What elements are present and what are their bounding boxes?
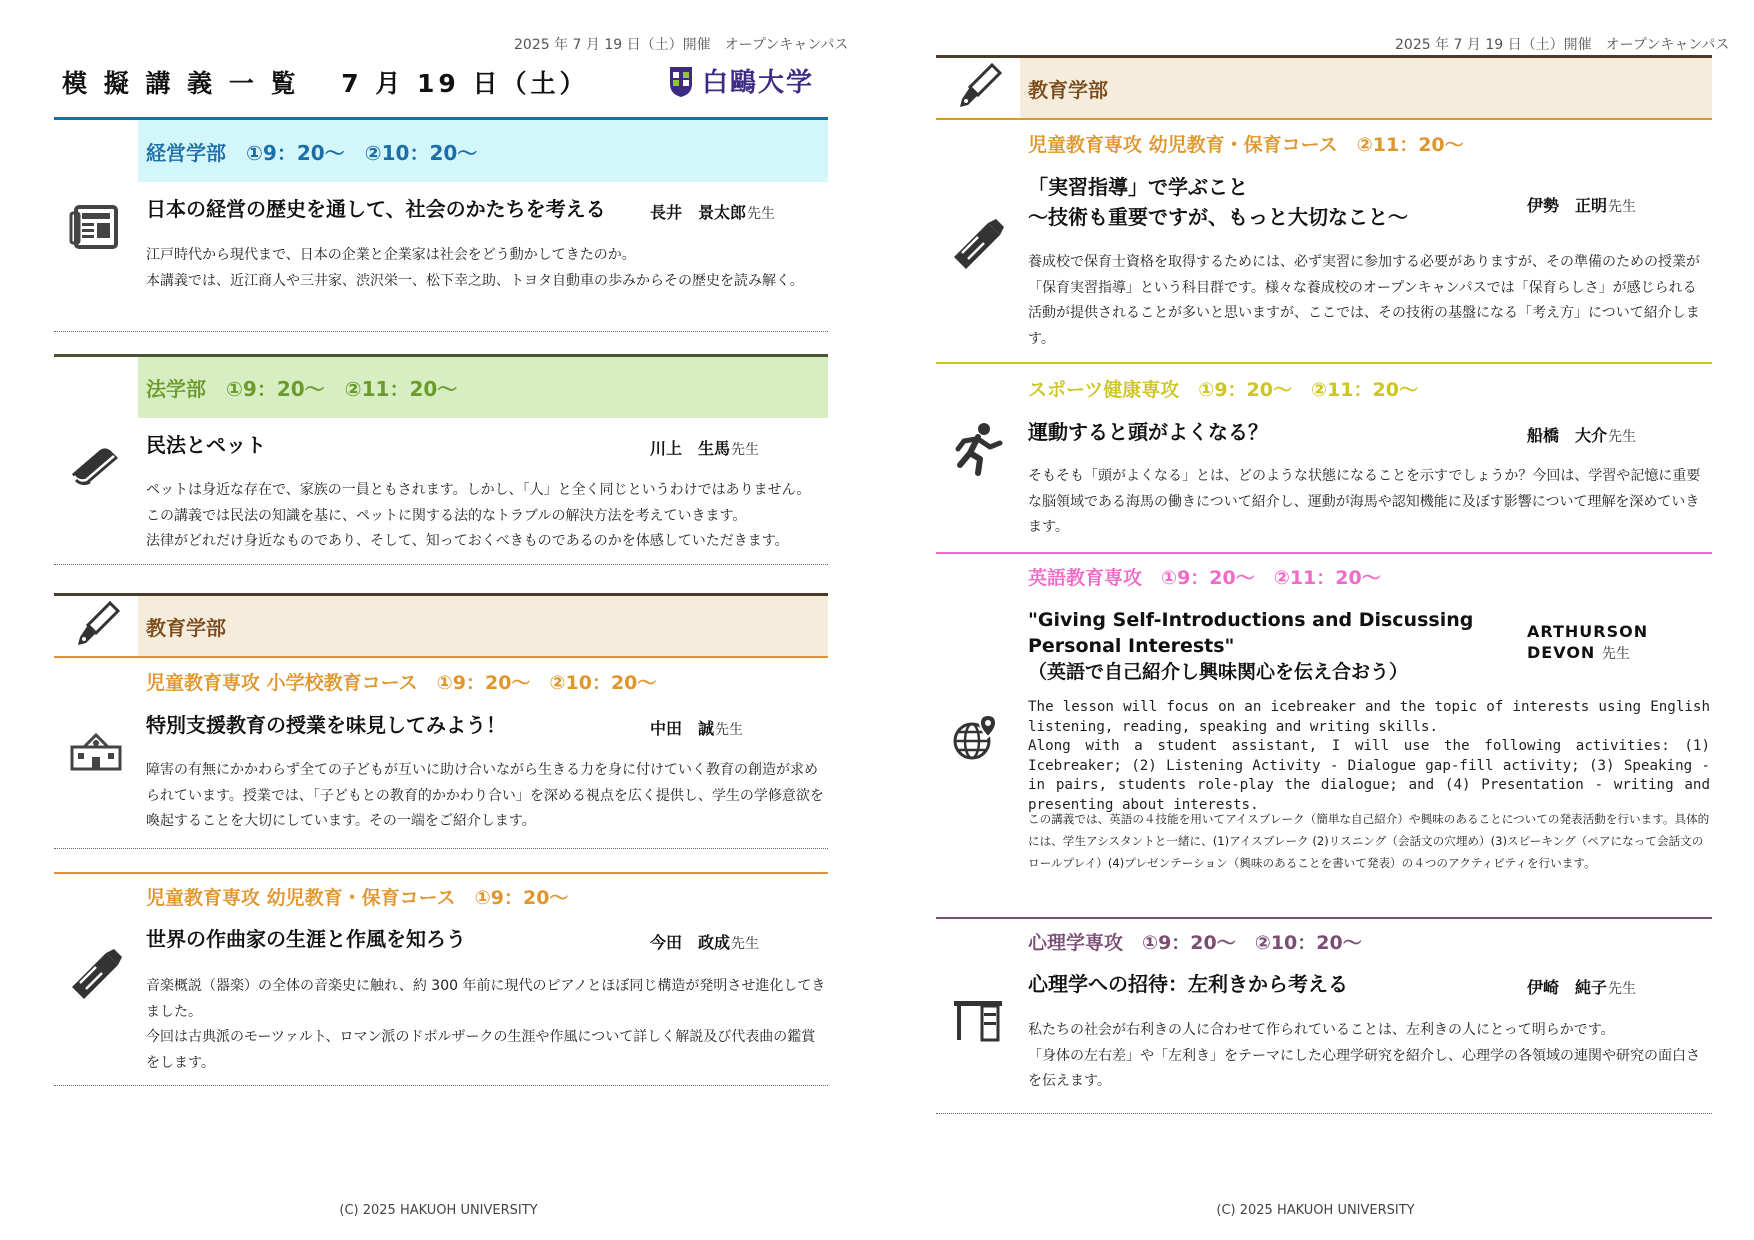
logo-text: 白鷗大学: [702, 68, 815, 98]
course-subheader: スポーツ健康専攻 ①9：20～ ②11：20～: [1028, 379, 1418, 401]
newspaper-icon: [66, 197, 126, 257]
course-subheader: 心理学専攻 ①9：20～ ②10：20～: [1028, 932, 1362, 954]
lecture-title: "Giving Self-Introductions and Discussing Personal Interests" （英語で自己紹介し興味関心を伝え合おう）: [1028, 609, 1474, 683]
pen-nib-icon: [954, 61, 1004, 111]
teacher-name: 今田 政成先生: [650, 933, 760, 952]
course-subheader: 英語教育専攻 ①9：20～ ②11：20～: [1028, 567, 1381, 589]
course-rule: [936, 917, 1712, 919]
dotted-divider: [936, 1113, 1712, 1114]
teacher-name: 伊勢 正明先生: [1527, 196, 1637, 215]
crayon-icon: [948, 215, 1008, 275]
teacher-name: 伊崎 純子先生: [1527, 978, 1637, 997]
copyright-footer: (C) 2025 HAKUOH UNIVERSITY: [339, 1203, 538, 1218]
lecture-title: 民法とペット: [146, 433, 266, 457]
section-header-underline: [54, 656, 828, 658]
section-header-band: [1020, 58, 1712, 118]
event-date-note: 2025 年 7 月 19 日（土）開催 オープンキャンパス: [514, 37, 849, 53]
crayon-icon: [66, 945, 126, 1005]
lecture-description: 音楽概説（器楽）の全体の音楽史に触れ、約 300 年前に現代のピアノとほぼ同じ構造が発明させ進化してきました。 今回は古典派のモーツァルト、ロマン派のドボルザークの生涯や作風について詳しく解説及び代表曲の鑑賞をします。: [146, 978, 826, 1071]
right-page: [877, 0, 1754, 1240]
section-management: [54, 117, 828, 333]
course-rule: [54, 872, 828, 874]
lecture-title: 日本の経営の歴史を通して、社会のかたちを考える: [146, 197, 606, 221]
book-icon: [66, 432, 126, 492]
section-header: 経営学部 ①9：20～ ②10：20～: [146, 140, 478, 165]
lecture-description: ペットは身近な存在で、家族の一員ともされます。しかし、「人」と全く同じというわけではありません。 この講義では民法の知識を基に、ペットに関する法的なトラブルの解決方法を考えていきます。 法律がどれだけ身近なものであり、そして、知っておくべきものであるのかを体感していただきます。: [146, 482, 811, 549]
lecture-title: 心理学への招待：左利きから考える: [1028, 972, 1348, 996]
teacher-name: ARTHURSON DEVON 先生: [1527, 622, 1649, 662]
lecture-description-japanese: この講義では、英語の４技能を用いてアイスブレーク（簡単な自己紹介）や興味のあることについての発表活動を行います。具体的には、学生アシスタントと一緒に、(1)アイスブレーク (2)リスニング（会話文の穴埋め）(3)スピーキング（ペアになって会話文のロールプレイ）(4)プレゼンテーション（興味のあることを書いて発表）の４つのアクティビティを行います。: [1028, 812, 1710, 870]
section-law: [54, 354, 828, 568]
course-subheader: 児童教育専攻 小学校教育コース ①9：20～ ②10：20～: [146, 672, 657, 694]
teacher-name: 川上 生馬先生: [650, 439, 760, 458]
section-header: 教育学部: [1028, 77, 1108, 102]
page-title: 模 擬 講 義 一 覧 7 月 19 日（土）: [62, 69, 589, 98]
course-subheader: 児童教育専攻 幼児教育・保育コース ②11：20～: [1028, 134, 1464, 156]
university-logo: [668, 62, 814, 99]
desk-icon: [948, 989, 1008, 1049]
section-header-band: [138, 357, 828, 418]
course-rule: [936, 362, 1712, 364]
section-education-continued: [936, 55, 1712, 1115]
school-icon: [66, 721, 126, 781]
section-header-underline: [936, 118, 1712, 120]
dotted-divider: [54, 1085, 828, 1086]
dotted-divider: [54, 848, 828, 849]
copyright-footer: (C) 2025 HAKUOH UNIVERSITY: [1216, 1203, 1415, 1218]
course-rule: [936, 552, 1712, 554]
lecture-description: 障害の有無にかかわらず全ての子どもが互いに助け合いながら生きる力を身に付けていく教育の創造が求められています。授業では、「子どもとの教育的かかわり合い」を深める視点を広く提供し、学生の学修意欲を喚起することを大切にしています。その一端をご紹介します。: [146, 762, 824, 829]
section-header-band: [138, 596, 828, 656]
section-education: [54, 593, 828, 1087]
lecture-title: 運動すると頭がよくなる？: [1028, 420, 1268, 444]
lecture-title: 世界の作曲家の生涯と作風を知ろう: [146, 927, 466, 951]
teacher-name: 中田 誠先生: [650, 719, 744, 738]
dotted-divider: [54, 331, 828, 332]
dotted-divider: [54, 564, 828, 565]
lecture-description: そもそも「頭がよくなる」とは、どのような状態になることを示すでしょうか？今回は、学習や記憶に重要な脳領域である海馬の働きについて紹介し、運動が海馬や認知機能に及ぼす影響について理解を深めていきます。: [1028, 468, 1701, 535]
crest-icon: [668, 64, 694, 98]
teacher-name: 船橋 大介先生: [1527, 426, 1637, 445]
lecture-description: 養成校で保育士資格を取得するためには、必ず実習に参加する必要がありますが、その準備のための授業が「保育実習指導」という科目群です。様々な養成校のオープンキャンパスでは「保育らしさ」が感じられる活動が提供されることが多いと思いますが、ここでは、その技術の基盤になる「考え方」について紹介します。: [1028, 254, 1700, 347]
teacher-name: 長井 景太郎先生: [650, 203, 776, 222]
lecture-description: 私たちの社会が右利きの人に合わせて作られていることは、左利きの人にとって明らかです。 「身体の左右差」や「左利き」をテーマにした心理学研究を紹介し、心理学の各領域の連関や研究の面白さを伝えます。: [1028, 1022, 1700, 1089]
lecture-title: 「実習指導」で学ぶこと ～技術も重要ですが、もっと大切なこと～: [1028, 175, 1408, 229]
lecture-title: 特別支援教育の授業を味見してみよう！: [146, 713, 506, 737]
event-date-note: 2025 年 7 月 19 日（土）開催 オープンキャンパス: [1395, 37, 1730, 53]
pen-nib-icon: [72, 599, 122, 649]
runner-icon: [948, 419, 1008, 479]
lecture-description-english: The lesson will focus on an icebreaker and the topic of interests using English listening, reading, speaking and writing skills. Along with a student assistant, I will use the following activities: (1) Icebreaker; (2) Listening Activity - Dialogue gap-fill activity; (3) Speaking - in pairs, students role-play the dialogue; and (4) Presentation - writing and presenting about interests.: [1028, 699, 1710, 813]
globe-pin-icon: [950, 713, 1000, 763]
section-header: 教育学部: [146, 615, 226, 640]
section-header: 法学部 ①9：20～ ②11：20～: [146, 377, 458, 401]
section-header-band: [138, 120, 828, 182]
course-subheader: 児童教育専攻 幼児教育・保育コース ①9：20～: [146, 887, 569, 909]
lecture-description: 江戸時代から現代まで、日本の企業と企業家は社会をどう動かしてきたのか。 本講義では、近江商人や三井家、渋沢栄一、松下幸之助、トヨタ自動車の歩みからその歴史を読み解く。: [146, 247, 804, 289]
